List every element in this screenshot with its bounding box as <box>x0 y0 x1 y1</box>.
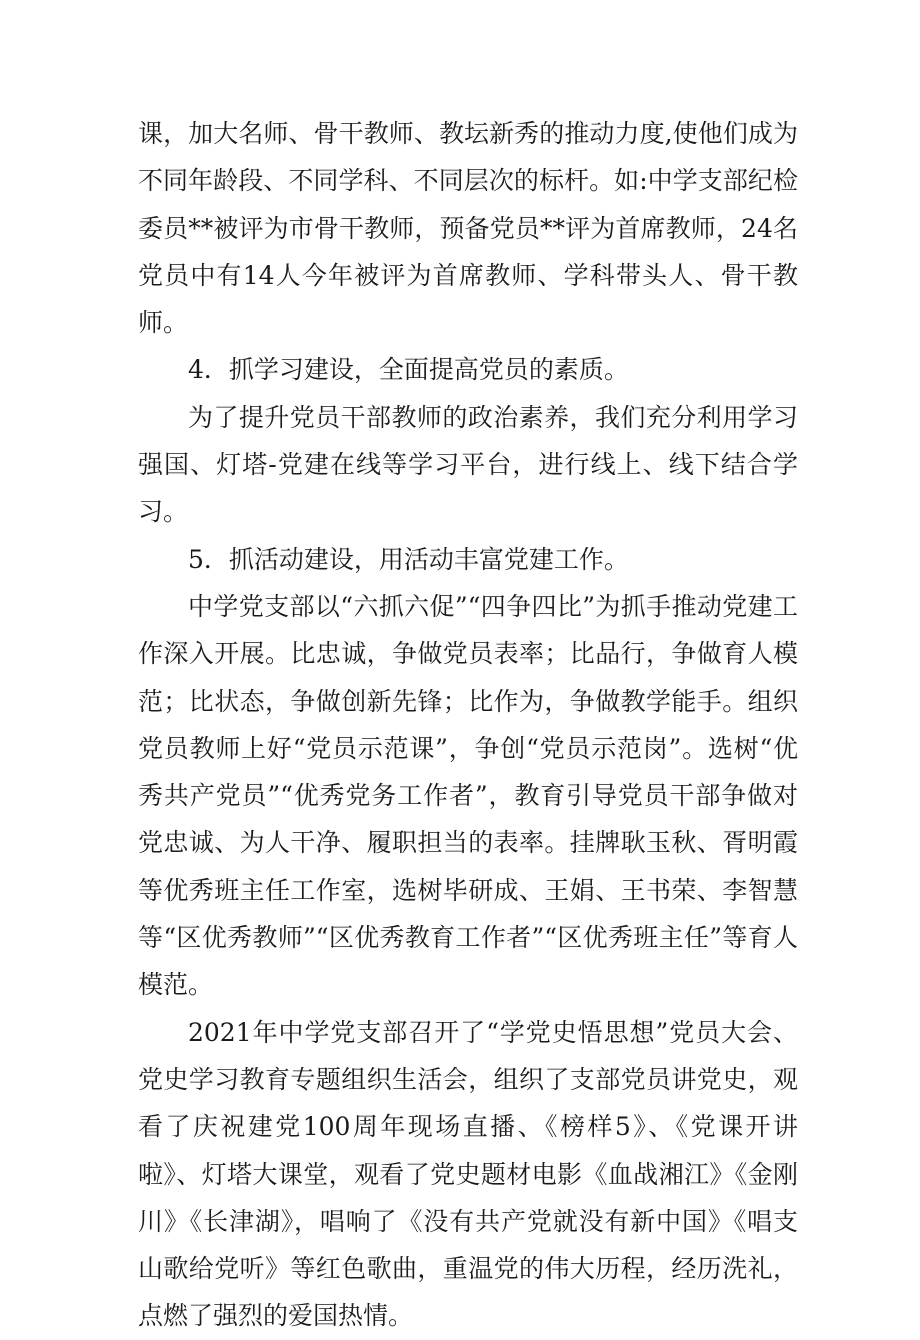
paragraph-continuation: 课，加大名师、骨干教师、教坛新秀的推动力度,使他们成为不同年龄段、不同学科、不同层次的标杆。如:中学支部纪检委员**被评为市骨干教师，预备党员**评为首席教师，24名党员中有14人今年被评为首席教师、学科带头人、骨干教师。 <box>138 119 798 338</box>
paragraph-2021: 2021年中学党支部召开了“学党史悟思想”党员大会、党史学习教育专题组织生活会，组织了支部党员讲党史，观看了庆祝建党100周年现场直播、《榜样5》、《党课开讲啦》、灯塔大课堂，观看了党史题材电影《血战湘江》《金刚川》《长津湖》，唱响了《没有共产党就没有新中国》《唱支山歌给党听》等红色歌曲，重温党的伟大历程，经历洗礼，点燃了强烈的爱国热情。 <box>138 1017 798 1331</box>
document-body <box>138 110 798 1340</box>
paragraph-learning: 为了提升党员干部教师的政治素养，我们充分利用学习强国、灯塔-党建在线等学习平台，进行线上、线下结合学习。 <box>138 402 798 527</box>
paragraph-activities: 中学党支部以“六抓六促”“四争四比”为抓手推动党建工作深入开展。比忠诚，争做党员表率；比品行，争做育人模范；比状态，争做创新先锋；比作为，争做教学能手。组织党员教师上好“党员示范课”，争创“党员示范岗”。选树“优秀共产党员”“优秀党务工作者”，教育引导党员干部争做对党忠诚、为人干净、履职担当的表率。挂牌耿玉秋、胥明霞等优秀班主任工作室，选树毕研成、王娟、王书荣、李智慧等“区优秀教师”“区优秀教育工作者”“区优秀班主任”等育人模范。 <box>138 591 798 1000</box>
section-heading-4: 4．抓学习建设，全面提高党员的素质。 <box>188 355 629 385</box>
section-heading-5: 5．抓活动建设，用活动丰富党建工作。 <box>188 544 629 574</box>
